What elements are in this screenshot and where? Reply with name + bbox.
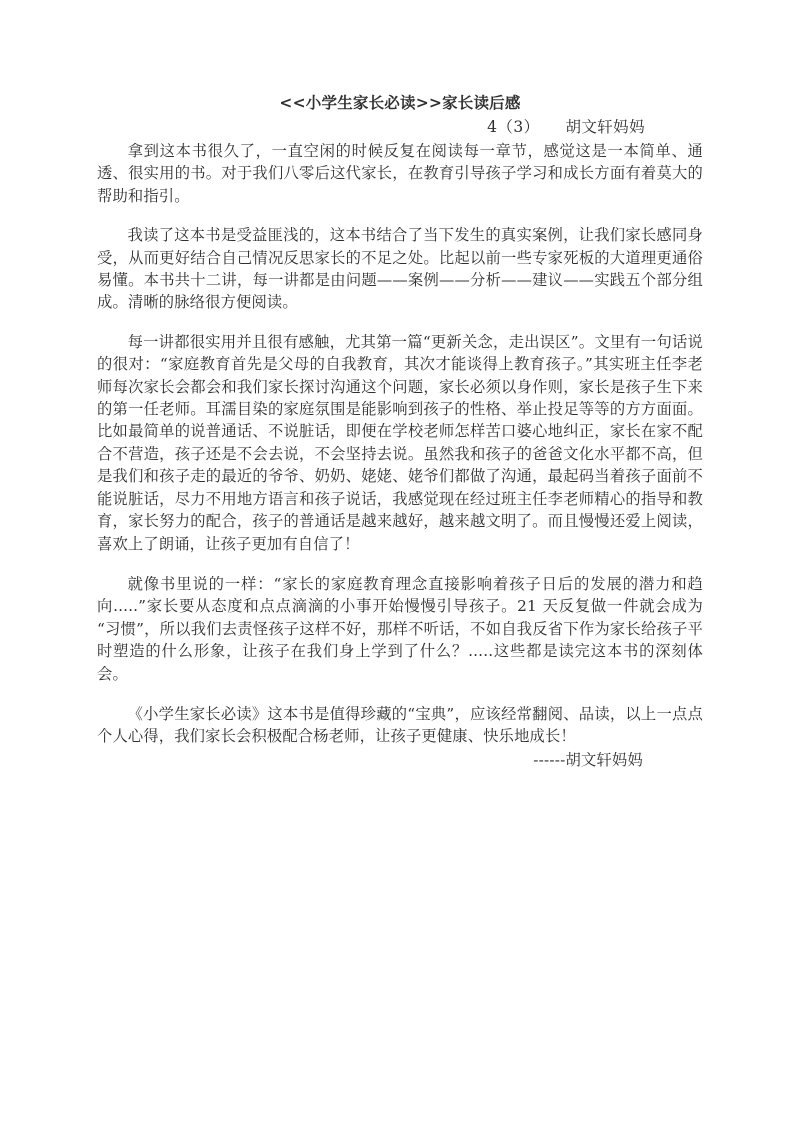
byline-grade: 4（3） (487, 118, 540, 136)
byline (97, 116, 703, 138)
signature-line: ------胡文轩妈妈 (533, 750, 643, 769)
paragraph-2: 我读了这本书是受益匪浅的，这本书结合了当下发生的真实案例，让我们家长感同身受，从而更好结合自己情况反思家长的不足之处。比起以前一些专家死板的大道理更通俗易懂。本书共十二讲，每一讲都是由问题——案例——分析——建议——实践五个部分组成。清晰的脉络很方便阅读。 (97, 226, 703, 312)
paragraph-3: 每一讲都很实用并且很有感触，尤其第一篇“更新关念，走出误区”。文里有一句话说的很对：“家庭教育首先是父母的自我教育，其次才能谈得上教育孩子。”其实班主任李老师每次家长会都会和我们家长探讨沟通这个问题，家长必须以身作则，家长是孩子生下来的第一任老师。耳濡目染的家庭氛围是能影响到孩子的性格、举止投足等等的方方面面。比如最简单的说普通话、不说脏话，即便在学校老师怎样苦口婆心地纠正，家长在家不配合不营造，孩子还是不会去说，不会坚持去说。虽然我和孩子的爸爸文化水平都不高，但是我们和孩子走的最近的爷爷、奶奶、姥姥、姥爷们都做了沟通，最起码当着孩子面前不能说脏话，尽力不用地方语言和孩子说话，我感觉现在经过班主任李老师精心的指导和教育，家长努力的配合，孩子的普通话是越来越好，越来越文明了。而且慢慢还爱上阅读，喜欢上了朗诵，让孩子更加有自信了！ (97, 332, 703, 553)
page-title: <<小学生家长必读>>家长读后感 (279, 93, 521, 112)
paragraph-5: 《小学生家长必读》这本书是值得珍藏的“宝典”，应该经常翻阅、品读，以上一点点个人心得，我们家长会积极配合杨老师，让孩子更健康、快乐地成长！ (97, 704, 703, 746)
paragraph-1: 拿到这本书很久了，一直空闲的时候反复在阅读每一章节，感觉这是一本简单、通透、很实用的书。对于我们八零后这代家长，在教育引导孩子学习和成长方面有着莫大的帮助和指引。 (97, 142, 703, 205)
document-body (97, 92, 703, 771)
paragraph-4: 就像书里说的一样：“家长的家庭教育理念直接影响着孩子日后的发展的潜力和趋向.....”家长要从态度和点点滴滴的小事开始慢慢引导孩子。21 天反复做一件就会成为“习惯”，所以我们去责怪孩子这样不好，那样不听话，不如自我反省下作为家长给孩子平时塑造的什么形象，让孩子在我们身上学到了什么？.....这些都是读完这本书的深刻体会。 (97, 574, 703, 683)
byline-author: 胡文轩妈妈 (565, 118, 645, 136)
